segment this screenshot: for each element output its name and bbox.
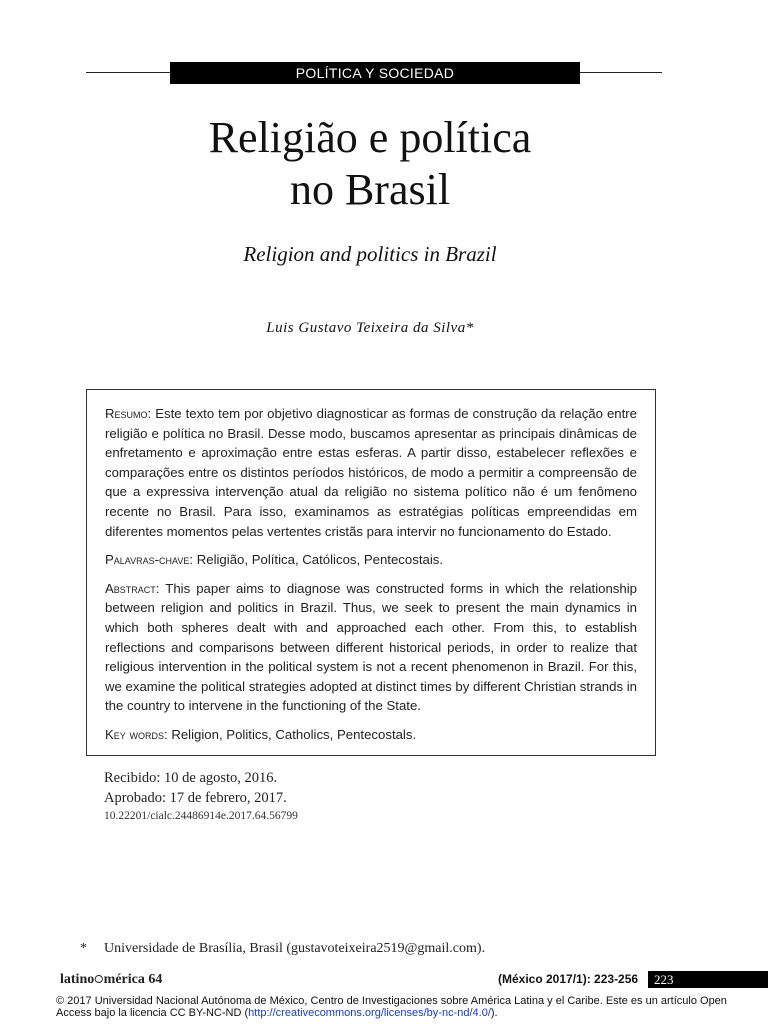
footnote-mark: * (80, 941, 87, 956)
article-author: Luis Gustavo Teixeira da Silva* (266, 320, 474, 336)
article-subtitle: Religion and politics in Brazil (243, 242, 497, 266)
journal-name (60, 972, 162, 988)
doi: 10.22201/cialc.24486914e.2017.64.56799 (104, 810, 298, 822)
header-rule-right (580, 72, 662, 73)
resumo-paragraph (105, 404, 637, 541)
journal-name-left: latino (60, 972, 95, 987)
section-header: POLÍTICA Y SOCIEDAD (170, 62, 580, 84)
dates-block (104, 768, 287, 808)
abstract-box (86, 389, 656, 756)
palavras-text: Religião, Política, Católicos, Pentecostais. (196, 552, 444, 568)
journal-logo-icon: ੦ (94, 972, 104, 987)
resumo-label: Resumo: (105, 406, 152, 421)
abstract-text: This paper aims to diagnose was constructed forms in which the relationship between religion and politics in Brazil. Thus, we seek to present the main dynamics in which both spheres dealt with and approached each other. From this, to establish reflections and comparisons between different historical periods, in order to realize that religious intervention in the political system is not a recent phenomenon in Brazil. For this, we examine the political strategies adopted at distinct times by different Christian strands in the country to intervene in the functioning of the State. (105, 580, 637, 714)
license-notice (56, 996, 756, 1019)
palavras-label: Palavras-chave: (105, 552, 194, 568)
title-line-2: no Brasil (289, 165, 451, 214)
license-link[interactable]: http://creativecommons.org/licenses/by-nc-nd/4.0/ (248, 1006, 491, 1019)
title-line-1: Religião e política (208, 113, 532, 162)
keywords-paragraph (105, 725, 637, 745)
issue-info: (México 2017/1): 223-256 (498, 972, 639, 986)
header-rule-left (86, 72, 170, 73)
keywords-text: Religion, Politics, Catholics, Pentecostals. (171, 726, 417, 742)
received-date: Recibido: 10 de agosto, 2016. (104, 770, 278, 786)
page-number: 223 (648, 971, 768, 988)
journal-name-right: mérica 64 (103, 972, 163, 987)
palavras-paragraph (105, 550, 637, 570)
license-end: ). (490, 1006, 498, 1019)
abstract-label: Abstract: (105, 580, 160, 596)
keywords-label: Key words: (105, 726, 168, 742)
author-footnote (80, 941, 680, 957)
approved-date: Aprobado: 17 de febrero, 2017. (104, 790, 287, 806)
footnote-text: Universidade de Brasília, Brasil (gustavoteixeira2519@gmail.com). (104, 941, 486, 956)
article-title (0, 112, 740, 216)
license-text: © 2017 Universidad Nacional Autónoma de México, Centro de Investigaciones sobre América Latina y el Caribe. Este es un artículo Open Access bajo la licencia CC BY-NC-ND ( (56, 995, 727, 1019)
abstract-paragraph (105, 579, 637, 716)
resumo-text: Este texto tem por objetivo diagnosticar as formas de construção da relação entre religião e política no Brasil. Desse modo, buscamos apresentar as principais dinâmicas de enfretamento e aproximação entre estas esferas. A partir disso, estabelecer reflexões e comparações entre os distintos períodos históricos, de modo a permitir a compreensão de que a expressiva intervenção atual da religião no sistema político não é um fenômeno recente no Brasil. Para isso, examinamos as estratégias políticas empreendidas em diferentes momentos pelas vertentes cristãs para intervir no funcionamento do Estado. (105, 406, 638, 539)
